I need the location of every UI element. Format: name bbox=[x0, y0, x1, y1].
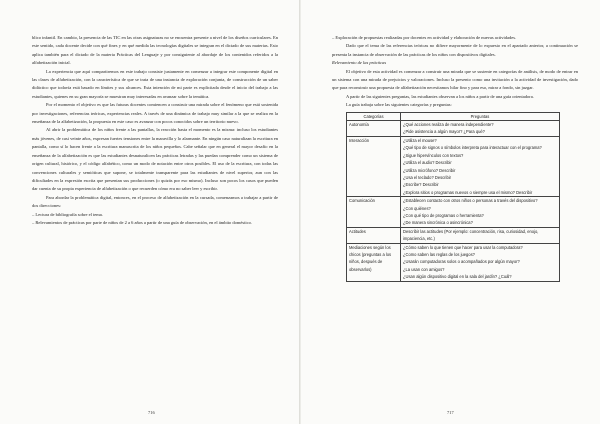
question-item: ¿Con qué tipo de programas o herramienta? bbox=[403, 212, 484, 218]
question-item: ¿Qué acciones realiza de manera independiente? bbox=[403, 122, 494, 128]
question-item: ¿Cómo saben lo que tienen que hacer para usar la computadora? bbox=[403, 244, 523, 250]
question-item: ¿Usa el teclado? Describir bbox=[403, 174, 452, 180]
question-item: ¿Qué tipo de signos o símbolos interpreta para interactuar con el programa? bbox=[403, 145, 542, 151]
header-categories: Categorías bbox=[347, 112, 401, 120]
left-page bbox=[32, 34, 278, 404]
paragraph: Dado que el tema de las referencias teóricas no difiere mayormente de lo expuesto en el apartado anterior, a continuación se presenta la instancia de observación de las prácticas de los niños con dispositivos digitales. bbox=[332, 43, 578, 57]
right-page-body bbox=[332, 68, 578, 110]
paragraph: El objetivo de esta actividad es comenzar a construir una mirada que se sustente en categorías de análisis, de modo de entrar en un sistema con una mirada de prejuicios y valoraciones. Incluso la presento como una invitación a la actividad de investigación, dado que para reconstruir una propuesta de alfabetización necesitamos hilar fino y para eso, mirar a fondo, sin juzgar. bbox=[332, 68, 578, 91]
question-item: ¿Utiliza el mouse? bbox=[403, 137, 437, 143]
question-item: ¿Como saben las reglas de los juegos? bbox=[403, 251, 475, 257]
questions-cell bbox=[401, 121, 560, 137]
question-item: ¿Pide asistencia a algún mayor? ¿Para qué? bbox=[403, 129, 485, 135]
section-heading: Relevamiento de las prácticas bbox=[332, 60, 387, 66]
paragraph: La experiencia que aquí compartiremos en este trabajo consiste justamente en comenzar a integrar este componente digital en las clases de alfabetización, con la característica de que se trata de una instancia de exploración conjunta, de construcción de un saber didáctico que todavía está basado en límites y sus alcances. Esta intención de mi parte es explicitada desde el inicio del trabajo a las estudiantes, quienes en su gran mayoría se muestran muy interesadas en avanzar sobre la temática. bbox=[32, 68, 278, 99]
category-cell: Mediaciones según los chicos (preguntas a los niños, después de observarlos) bbox=[347, 243, 401, 281]
right-page-intro bbox=[332, 34, 578, 59]
question-item: ¿Utiliza el audio? Describir bbox=[403, 160, 452, 166]
questions-cell bbox=[401, 197, 560, 228]
paragraph: Al abrir la problemática de los niños frente a las pantallas, la reacción hasta el momento es la misma: incluso los estudiantes más jóvenes, de casi veinte años, expresan fuertes tensiones entre la maravilla y lo alarmante. En ningún caso naturalizan la escritura en pantalla, como sí lo hacen frente a la escritura manuscrita de los niños pequeños. Cabe señalar que en general el mayor desafío en la enseñanza de la alfabetización es que las estudiantes desnaturalicen las prácticas letradas y las puedan comprender como un sistema de origen cultural, histórico, y el código alfabético, como un modo de notación entre otros posibles. El uso de la escritura, con todas las convenciones culturales y semióticas que supone, se totalmente transparente para las estudiantes de nivel superior, aun con las dificultades en la expresión escrita que presentan sus producciones (o quizás por eso mismo). Incluso son pocos los casos que pueden dar cuenta de su propia experiencia de alfabetización o que recuerden cómo era no saber leer y escribir. bbox=[32, 127, 278, 192]
category-cell: Actitudes bbox=[347, 227, 401, 243]
table-row bbox=[347, 136, 560, 196]
paragraph: blico infantil. En cambio, la presencia de las TIC en las otras asignaturas no se encuentra presente a nivel de los diseños curriculares. En este sentido, cada docente decide con qué fines y en qué medida las tecnologías digitales se integran en el dictado de sus materias. Esto aplica también para el dictado de la materia Prácticas del Lenguaje y por consiguiente al abordaje de los contenidos referidos a la alfabetización inicial. bbox=[32, 35, 278, 66]
right-page-number: 717 bbox=[447, 410, 454, 415]
table-row bbox=[347, 197, 560, 228]
book-gutter bbox=[299, 0, 301, 424]
table-row bbox=[347, 121, 560, 137]
left-page-number: 716 bbox=[148, 410, 155, 415]
question-item: ¿Usarán computadoras solos o acompañados por algún mayor? bbox=[403, 259, 520, 265]
table-row bbox=[347, 243, 560, 281]
paragraph: Por el momento el objetivo es que las futuras docentes comiencen a construir una mirada sobre el fenómeno que está sostenida por investigaciones, referencias teóricas, experiencias reales. A través de una dinámica de trabajo muy similar a la que se realiza en la enseñanza de la alfabetización, la propuesta en este caso es avanzar con pocos conocidos sobre un territorio nuevo. bbox=[32, 102, 278, 125]
paragraph: Para abordar la problemática digital, entonces, en el proceso de alfabetización en la cursada, comenzamos a trabajar a partir de dos direcciones: bbox=[32, 194, 278, 209]
category-cell: Interacción bbox=[347, 136, 401, 196]
list-item: – Lectura de bibliografía sobre el tema. bbox=[32, 211, 103, 217]
table-header-row bbox=[347, 112, 560, 120]
questions-cell bbox=[401, 227, 560, 243]
category-cell: Comunicación bbox=[347, 197, 401, 228]
question-item: ¿Escribe? Describir bbox=[403, 182, 439, 188]
question-item: ¿Sigue hipervínculos con textos? bbox=[403, 152, 464, 158]
questions-cell bbox=[401, 243, 560, 281]
question-item: ¿Utiliza micrófono? Describir bbox=[403, 167, 456, 173]
category-cell: Autonomía bbox=[347, 121, 401, 137]
question-item: ¿Usan algún dispositivo digital en la sala del jardín? ¿Cuál? bbox=[403, 274, 512, 280]
list-item: – Relevamientos de prácticas por parte de niños de 2 a 6 años a partir de una guía de observación, en el ámbito doméstico. bbox=[32, 219, 253, 225]
question-item: ¿De manera sincrónica o asincrónica? bbox=[403, 220, 473, 226]
observation-guide-table bbox=[346, 112, 560, 282]
question-item: ¿Con quiénes? bbox=[403, 205, 431, 211]
paragraph: La guía trabaja sobre las siguientes categorías y preguntas: bbox=[346, 102, 452, 108]
question-item: ¿Establecen contacto con otros niños o personas a través del dispositivo? bbox=[403, 198, 538, 204]
question-item: Describir las actitudes (Por ejemplo: concentración, risa, curiosidad, enojo, impaciencia, etc.) bbox=[403, 228, 539, 242]
paragraph: A partir de las siguientes preguntas, las estudiantes observan a los niños a partir de una guía orientadora. bbox=[346, 93, 534, 99]
questions-cell bbox=[401, 136, 560, 196]
list-item: – Exploración de propuestas realizadas por docentes en actividad y elaboración de nuevas actividades. bbox=[332, 35, 517, 40]
right-page bbox=[332, 34, 578, 404]
question-item: ¿La usan con amigos? bbox=[403, 266, 445, 272]
question-item: ¿Explora sitios o programas nuevos o siempre usa el mismo? Describir bbox=[403, 189, 533, 195]
header-questions: Preguntas bbox=[401, 112, 560, 120]
table-row bbox=[347, 227, 560, 243]
